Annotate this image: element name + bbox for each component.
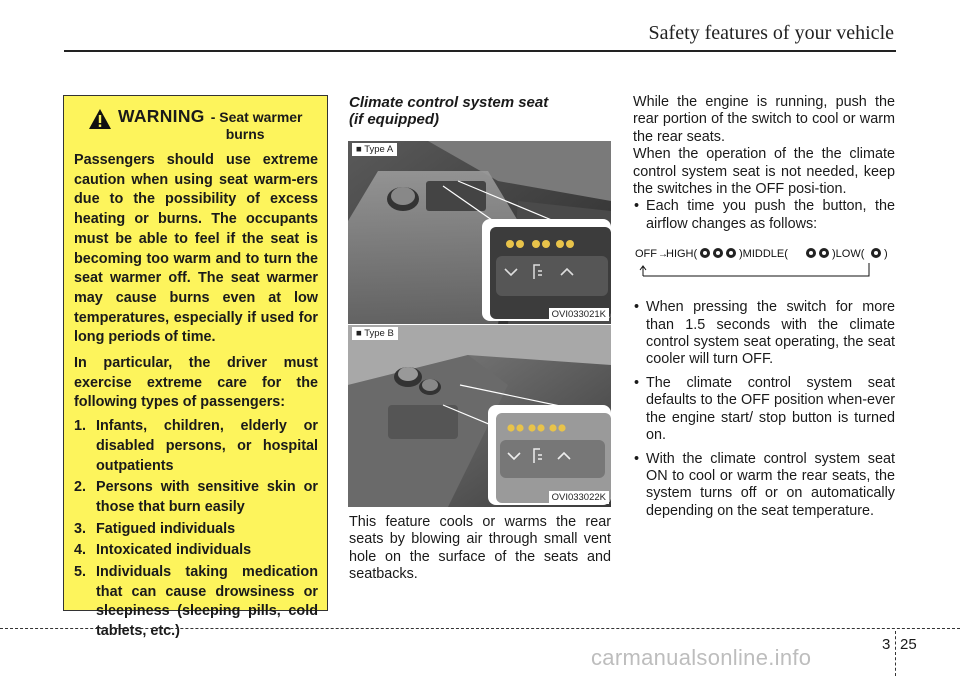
warning-triangle-icon [88, 108, 112, 130]
page-header-title: Safety features of your vehicle [648, 22, 894, 44]
list-text: Individuals taking medication that can cause drowsiness or sleepiness (sleeping pills, cold tablets, etc.) [96, 564, 318, 640]
section-title-line2: (if equipped) [349, 111, 439, 128]
bullet-text: With the climate control system seat ON to cool or warm the rear seats, the system turns off or on automatically depending on the seat temperature. [646, 450, 895, 519]
warning-box [63, 95, 328, 640]
right-paragraph-2: When the operation of the the climate control system seat is not needed, keep the switches in the OFF posi-tion. [633, 146, 895, 198]
figure-type-label: ■ Type A [352, 143, 397, 156]
chapter-number: 3 [882, 636, 891, 653]
right-paragraph-1: While the engine is running, push the rear portion of the switch to cool or warm the rear seats. [633, 94, 895, 145]
list-text: Infants, children, elderly or disabled persons, or hospital outpatients [96, 418, 318, 474]
loop-back-arrow-icon [640, 263, 869, 276]
bullet-item [633, 375, 895, 445]
bullet-item [633, 299, 895, 369]
header-rule [64, 50, 896, 52]
list-number: 4. [74, 542, 87, 559]
warning-list-item [74, 417, 318, 476]
level-icons-low [871, 248, 881, 258]
bullet-item [633, 198, 895, 233]
list-number: 1. [74, 418, 87, 435]
bullet-text: The climate control system seat defaults to the OFF position when-ever the engine start/ stop button is turned on. [646, 374, 895, 444]
warning-list-item [74, 478, 318, 517]
warning-heading [88, 106, 318, 143]
bullet-text: When pressing the switch for more than 1.5 seconds with the climate control system seat operating, the seat cooler will turn OFF. [646, 299, 895, 368]
bullet-dot: • [634, 299, 640, 316]
bullet-dot: • [634, 450, 640, 467]
seq-middle: )MIDDLE( [739, 248, 788, 261]
console-photo-a [348, 141, 611, 324]
figure-code: OVI033022K [549, 491, 609, 504]
watermark: carmanualsonline.info [591, 645, 812, 670]
figure-type-b [348, 325, 611, 507]
console-photo-b [348, 325, 611, 507]
list-number: 2. [74, 479, 87, 496]
warning-paragraph-2: In particular, the driver must exercise extreme care for the following types of passengers: [74, 355, 318, 411]
warning-paragraph-1: Passengers should use extreme caution when using seat warm-ers due to the possibility of excess heating or burns. The occupants must be able to feel if the seat is becoming too warm and to turn the seat warmer off. The seat warmer may cause burns even at low temperatures, especially if used for long periods of time. [74, 152, 318, 346]
level-icons-high [700, 248, 736, 258]
list-number: 5. [74, 564, 87, 581]
page-number-divider [895, 631, 896, 676]
bullet-text: Each time you push the button, the airflow changes as follows: [646, 198, 895, 232]
figure-code: OVI033021K [549, 308, 609, 321]
warning-subtitle-line2: burns [225, 126, 265, 142]
warning-list-item [74, 541, 318, 561]
bullet-dot: • [634, 198, 640, 215]
warning-subtitle-line1: - Seat warmer [210, 109, 303, 125]
section-title-line1: Climate control system seat [349, 94, 549, 111]
list-text: Fatigued individuals [96, 520, 236, 537]
bullet-item [633, 451, 895, 521]
figure-type-a [348, 141, 611, 324]
list-number: 3. [74, 520, 87, 537]
level-icons-middle [806, 248, 829, 258]
footer-rule [0, 628, 960, 629]
airflow-sequence-diagram [633, 241, 895, 287]
seq-high: HIGH( [666, 248, 698, 261]
warning-list [74, 417, 318, 642]
figure-type-label: ■ Type B [352, 327, 398, 340]
warning-subtitle [211, 109, 303, 143]
seq-off: OFF [635, 248, 657, 261]
bullet-dot: • [634, 374, 640, 391]
seq-arrow-icon: → [658, 249, 668, 261]
warning-list-item [74, 563, 318, 642]
page-number: 25 [900, 636, 917, 653]
section-title [349, 94, 609, 128]
list-text: Intoxicated individuals [96, 542, 252, 559]
right-column [633, 94, 895, 520]
warning-list-item [74, 520, 318, 540]
warning-word: WARNING [118, 106, 205, 126]
seq-end: ) [884, 248, 888, 261]
airflow-sequence-svg [633, 241, 895, 287]
seq-low: )LOW( [832, 248, 865, 261]
list-text: Persons with sensitive skin or those that burn easily [96, 479, 318, 515]
feature-description: This feature cools or warms the rear seats by blowing air through small vent hole on the surface of the seats and seatbacks. [349, 514, 611, 583]
